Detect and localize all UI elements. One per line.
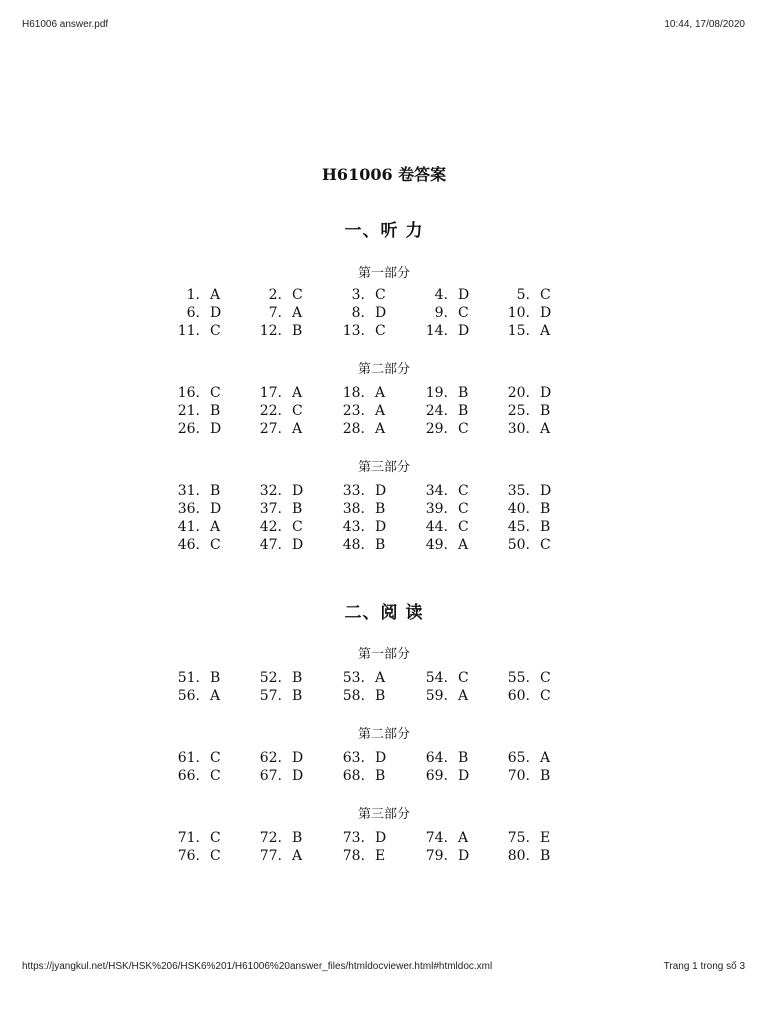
answer-item [502,519,554,535]
answer-letter: A [292,421,303,437]
question-number: 55. [507,670,530,686]
question-number: 68. [342,768,365,784]
answer-row [172,537,582,555]
answer-item [337,483,389,499]
answer-letter: A [540,421,551,437]
question-number: 44. [425,519,448,535]
answer-letter: C [210,385,221,401]
answer-item [254,750,306,766]
answer-letter: D [540,385,552,401]
question-number: 76. [177,848,200,864]
reading-part-2-title: 第二部分 [357,727,410,742]
answer-letter: D [540,483,552,499]
answer-item [254,501,306,517]
answer-letter: A [375,670,386,686]
answer-item [254,519,306,535]
question-number: 25. [507,403,530,419]
question-number: 5. [516,287,530,303]
answer-letter: C [540,688,551,704]
answer-item [502,750,554,766]
answer-letter: C [375,287,386,303]
question-number: 7. [268,305,282,321]
answer-row [172,501,582,519]
question-number: 2. [268,287,282,303]
question-number: 33. [342,483,365,499]
question-number: 75. [507,830,530,846]
answer-row [172,305,582,323]
answer-item [337,768,389,784]
answer-item [502,305,554,321]
question-number: 11. [177,323,200,339]
answer-item [420,768,472,784]
answer-item [420,537,472,553]
answer-item [254,305,306,321]
answer-letter: B [375,768,386,784]
answer-item [420,501,472,517]
question-number: 64. [425,750,448,766]
answer-letter: D [292,537,304,553]
question-number: 24. [425,403,448,419]
answer-item [337,848,389,864]
question-number: 52. [259,670,282,686]
question-number: 40. [507,501,530,517]
question-number: 72. [259,830,282,846]
question-number: 41. [177,519,200,535]
answer-item [420,305,472,321]
question-number: 46. [177,537,200,553]
answer-letter: A [375,421,386,437]
answer-item [502,768,554,784]
answer-item [420,385,472,401]
question-number: 35. [507,483,530,499]
answer-letter: A [210,688,221,704]
answer-item [172,305,224,321]
answer-item [502,501,554,517]
answer-item [254,287,306,303]
answer-letter: C [210,537,221,553]
answer-row [172,421,582,439]
answer-item [254,670,306,686]
answer-letter: D [292,768,304,784]
question-number: 57. [259,688,282,704]
question-number: 8. [351,305,365,321]
answer-item [254,421,306,437]
question-number: 80. [507,848,530,864]
answer-row [172,403,582,421]
answer-letter: C [458,483,469,499]
answer-item [420,750,472,766]
answer-letter: A [375,385,386,401]
answer-letter: C [375,323,386,339]
answer-item [420,519,472,535]
answer-item [337,385,389,401]
reading-part-3-title: 第三部分 [357,807,410,822]
answer-item [420,688,472,704]
answer-item [420,323,472,339]
answer-letter: D [210,421,222,437]
answer-letter: D [540,305,552,321]
answer-item [254,385,306,401]
reading-part-1-answers [172,670,582,706]
question-number: 60. [507,688,530,704]
listening-part-1-answers [172,287,582,341]
answer-letter: B [540,501,551,517]
answer-item [254,688,306,704]
answer-item [420,848,472,864]
print-header-file-title: H61006 answer.pdf [22,19,109,30]
question-number: 50. [507,537,530,553]
answer-letter: B [210,670,221,686]
answer-item [172,323,224,339]
answer-row [172,287,582,305]
listening-part-3-answers [172,483,582,555]
answer-letter: A [292,305,303,321]
question-number: 36. [177,501,200,517]
answer-item [254,830,306,846]
answer-letter: C [458,670,469,686]
question-number: 10. [507,305,530,321]
question-number: 29. [425,421,448,437]
answer-letter: B [540,519,551,535]
question-number: 71. [177,830,200,846]
answer-letter: D [210,501,222,517]
question-number: 69. [425,768,448,784]
question-number: 45. [507,519,530,535]
question-number: 34. [425,483,448,499]
question-number: 77. [259,848,282,864]
question-number: 61. [177,750,200,766]
answer-item [502,537,554,553]
question-number: 27. [259,421,282,437]
question-number: 22. [259,403,282,419]
answer-item [420,830,472,846]
answer-letter: D [375,830,387,846]
answer-row [172,323,582,341]
question-number: 19. [425,385,448,401]
answer-letter: C [292,519,303,535]
question-number: 3. [351,287,365,303]
answer-letter: C [292,403,303,419]
question-number: 1. [186,287,200,303]
answer-item [337,750,389,766]
print-header-timestamp: 10:44, 17/08/2020 [664,19,745,30]
answer-item [337,670,389,686]
question-number: 12. [259,323,282,339]
question-number: 6. [186,305,200,321]
answer-letter: A [210,287,221,303]
answer-letter: A [292,385,303,401]
answer-letter: C [292,287,303,303]
question-number: 43. [342,519,365,535]
question-number: 79. [425,848,448,864]
answer-letter: A [458,688,469,704]
answer-item [502,848,554,864]
question-number: 66. [177,768,200,784]
answer-item [172,768,224,784]
answer-letter: D [375,750,387,766]
answer-item [172,287,224,303]
question-number: 47. [259,537,282,553]
question-number: 65. [507,750,530,766]
question-number: 78. [342,848,365,864]
question-number: 4. [434,287,448,303]
answer-letter: D [292,750,304,766]
question-number: 16. [177,385,200,401]
answer-row [172,483,582,501]
section-listening-title: 一、听 力 [344,221,424,241]
answer-item [337,305,389,321]
answer-item [172,670,224,686]
answer-letter: B [540,848,551,864]
question-number: 32. [259,483,282,499]
answer-item [254,403,306,419]
answer-item [254,323,306,339]
question-number: 23. [342,403,365,419]
answer-letter: C [210,750,221,766]
answer-letter: C [458,305,469,321]
answer-item [337,421,389,437]
question-number: 15. [507,323,530,339]
answer-letter: E [375,848,386,864]
answer-item [172,750,224,766]
answer-item [254,848,306,864]
question-number: 70. [507,768,530,784]
question-number: 62. [259,750,282,766]
answer-letter: B [458,403,469,419]
answer-item [420,403,472,419]
question-number: 53. [342,670,365,686]
answer-item [172,483,224,499]
section-reading-title: 二、阅 读 [344,603,424,623]
answer-letter: D [375,483,387,499]
question-number: 30. [507,421,530,437]
answer-item [337,537,389,553]
answer-item [172,501,224,517]
answer-row [172,688,582,706]
answer-item [502,385,554,401]
question-number: 49. [425,537,448,553]
question-number: 21. [177,403,200,419]
answer-letter: C [210,768,221,784]
question-number: 18. [342,385,365,401]
answer-letter: B [540,768,551,784]
answer-item [502,483,554,499]
answer-letter: A [458,830,469,846]
answer-item [420,421,472,437]
question-number: 39. [425,501,448,517]
answer-item [337,403,389,419]
answer-letter: B [375,537,386,553]
answer-letter: C [458,501,469,517]
answer-letter: B [458,385,469,401]
question-number: 54. [425,670,448,686]
answer-letter: D [375,519,387,535]
answer-letter: B [292,501,303,517]
answer-row [172,519,582,537]
answer-letter: A [540,323,551,339]
question-number: 20. [507,385,530,401]
answer-item [502,403,554,419]
question-number: 13. [342,323,365,339]
answer-item [337,519,389,535]
answer-item [502,670,554,686]
answer-letter: B [292,670,303,686]
answer-letter: E [540,830,551,846]
answer-letter: C [210,323,221,339]
question-number: 56. [177,688,200,704]
answer-item [502,287,554,303]
answer-letter: B [292,830,303,846]
answer-item [502,688,554,704]
listening-part-3-title: 第三部分 [357,460,410,475]
answer-letter: B [375,688,386,704]
question-number: 9. [434,305,448,321]
answer-item [172,688,224,704]
answer-item [254,768,306,784]
answer-item [420,483,472,499]
answer-item [172,830,224,846]
answer-letter: B [210,403,221,419]
question-number: 58. [342,688,365,704]
answer-letter: D [458,323,470,339]
answer-letter: A [458,537,469,553]
answer-item [254,483,306,499]
answer-letter: C [540,537,551,553]
answer-letter: D [375,305,387,321]
question-number: 48. [342,537,365,553]
answer-letter: D [458,768,470,784]
answer-letter: D [458,287,470,303]
answer-item [420,287,472,303]
reading-part-2-answers [172,750,582,786]
answer-item [502,830,554,846]
print-footer-url: https://jyangkul.net/HSK/HSK%206/HSK6%201/H61006%20answer_files/htmldocviewer.html#htmldoc.xml [22,961,493,972]
answer-letter: D [458,848,470,864]
question-number: 73. [342,830,365,846]
question-number: 59. [425,688,448,704]
question-number: 37. [259,501,282,517]
question-number: 63. [342,750,365,766]
answer-letter: A [540,750,551,766]
answer-letter: A [292,848,303,864]
answer-letter: C [540,670,551,686]
question-number: 26. [177,421,200,437]
answer-row [172,848,582,866]
answer-item [172,537,224,553]
answer-item [337,501,389,517]
answer-letter: C [458,421,469,437]
reading-part-3-answers [172,830,582,866]
print-footer-page-indicator: Trang 1 trong số 3 [663,961,745,972]
answer-item [337,323,389,339]
listening-part-2-title: 第二部分 [357,362,410,377]
answer-letter: B [292,323,303,339]
answer-letter: B [292,688,303,704]
answer-row [172,768,582,786]
answer-item [172,848,224,864]
answer-item [337,688,389,704]
answer-letter: C [540,287,551,303]
listening-part-2-answers [172,385,582,439]
question-number: 14. [425,323,448,339]
answer-letter: B [210,483,221,499]
answer-item [172,519,224,535]
answer-row [172,750,582,768]
answer-letter: C [458,519,469,535]
answer-letter: C [210,830,221,846]
answer-letter: D [210,305,222,321]
answer-row [172,385,582,403]
answer-item [172,403,224,419]
document-title: H61006 卷答案 [321,165,447,184]
question-number: 38. [342,501,365,517]
answer-letter: D [292,483,304,499]
answer-item [502,323,554,339]
answer-item [172,385,224,401]
answer-letter: B [540,403,551,419]
answer-letter: A [375,403,386,419]
answer-letter: B [458,750,469,766]
answer-letter: C [210,848,221,864]
answer-letter: A [210,519,221,535]
question-number: 28. [342,421,365,437]
answer-item [337,287,389,303]
answer-item [254,537,306,553]
answer-row [172,830,582,848]
question-number: 17. [259,385,282,401]
question-number: 67. [259,768,282,784]
question-number: 31. [177,483,200,499]
reading-part-1-title: 第一部分 [357,647,410,662]
question-number: 51. [177,670,200,686]
answer-row [172,670,582,688]
answer-item [172,421,224,437]
answer-item [337,830,389,846]
question-number: 74. [425,830,448,846]
answer-letter: B [375,501,386,517]
answer-item [502,421,554,437]
listening-part-1-title: 第一部分 [357,266,410,281]
answer-item [420,670,472,686]
question-number: 42. [259,519,282,535]
